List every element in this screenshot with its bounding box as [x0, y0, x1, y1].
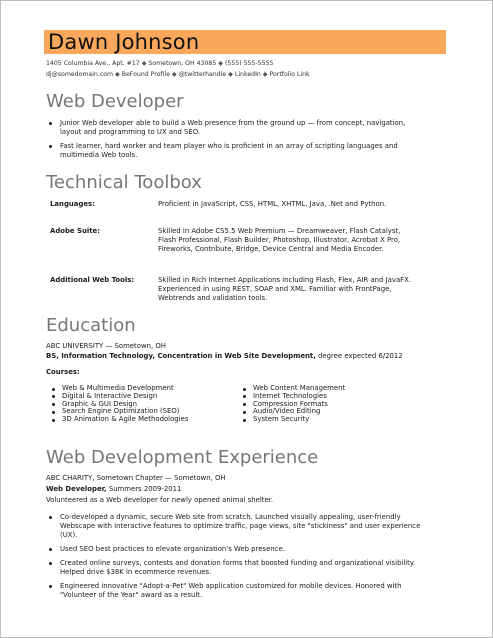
course-item: Audio/Video Editing	[241, 408, 441, 416]
experience-dates: Summers 2009-2011	[106, 485, 182, 493]
separator-icon: ◆	[262, 71, 268, 78]
separator-icon: ◆	[218, 60, 224, 67]
experience-role: Web Developer,	[46, 485, 107, 493]
course-item: Search Engine Optimization (SEO)	[50, 408, 240, 416]
toolbox-label: Adobe Suite:	[50, 227, 100, 235]
experience-intro: Volunteered as a Web developer for newly opened animal shelter.	[46, 496, 274, 504]
summary-item: Junior Web developer able to build a Web presence from the ground up — from concept, navigation, layout and programming to UX and SEO.	[46, 119, 426, 137]
linkedin-link[interactable]: LinkedIn	[234, 71, 261, 78]
phone: (555) 555-5555	[224, 60, 274, 67]
toolbox-label: Languages:	[50, 200, 95, 208]
section-title-education: Education	[46, 315, 136, 336]
experience-bullets	[46, 513, 436, 605]
profile-link[interactable]: BeFound Profile	[121, 71, 170, 78]
course-item: Web Content Management	[241, 385, 441, 393]
experience-org: ABC CHARITY, Sometown Chapter — Sometown, OH	[46, 474, 226, 482]
toolbox-label: Additional Web Tools:	[50, 276, 135, 284]
summary-list	[46, 119, 426, 165]
address: 1405 Columbia Ave., Apt. #17	[46, 60, 140, 67]
course-item: Compression Formats	[241, 401, 441, 409]
toolbox-value: Skilled in Rich Internet Applications including Flash, Flex, AIR and JavaFX. Experienced in using REST, SOAP and XML. Familiar with FrontPage, Webtrends and validation tools.	[158, 276, 412, 302]
separator-icon: ◆	[115, 71, 120, 78]
course-item: Digital & Interactive Design	[50, 393, 240, 401]
contact-line-links	[46, 71, 310, 78]
courses-label	[46, 368, 80, 377]
course-item: Web & Multimedia Development	[50, 385, 240, 393]
courses-list-left	[50, 385, 240, 424]
experience-item: Co-developed a dynamic, secure Web site from scratch. Launched visually appealing, user-friendly Webscape with interactive features to optimize traffic, page views, site "stickiness" and user experience (UX).	[46, 513, 436, 540]
degree: BS, Information Technology, Concentration in Web Site Development,	[46, 352, 316, 360]
experience-role-line	[46, 485, 181, 494]
twitter-link[interactable]: @twitterhandle	[178, 71, 227, 78]
course-item: System Security	[241, 416, 441, 424]
courses-list-right	[241, 385, 441, 424]
experience-item: Engineered innovative "Adopt-a-Pet" Web application customized for mobile devices. Honored with "Volunteer of the Year" award as a result.	[46, 582, 436, 600]
separator-icon: ◆	[141, 60, 147, 67]
degree-line	[46, 352, 403, 361]
experience-item: Used SEO best practices to elevate organization's Web presence.	[46, 545, 436, 554]
section-title-toolbox: Technical Toolbox	[46, 172, 202, 193]
course-item: 3D Animation & Agile Methodologies	[50, 416, 240, 424]
courses-label-text: Courses:	[46, 368, 80, 376]
toolbox-value: Skilled in Adobe CS5.5 Web Premium — Dreamweaver, Flash Catalyst, Flash Professional, Flash Builder, Photoshop, Illustrator, Acrobat X Pro, Fireworks, Contribute, Bridge, Device Central and Media Encoder.	[158, 227, 401, 253]
city: Sometown, OH 43085	[148, 60, 217, 67]
course-item: Internet Technologies	[241, 393, 441, 401]
degree-expected: degree expected 6/2012	[315, 352, 403, 360]
email-link[interactable]: dj@somedomain.com	[46, 71, 114, 78]
section-title-profile: Web Developer	[46, 91, 184, 112]
school-name: ABC UNIVERSITY — Sometown, OH	[46, 342, 166, 350]
separator-icon: ◆	[171, 71, 177, 78]
course-item: Graphic & GUI Design	[50, 401, 240, 409]
experience-item: Created online surveys, contests and donation forms that boosted funding and organizational visibility. Helped drive $38K in ecommerce revenues.	[46, 559, 436, 577]
section-title-experience: Web Development Experience	[46, 447, 319, 468]
summary-item: Fast learner, hard worker and team player who is proficient in an array of scripting languages and multimedia Web tools.	[46, 142, 426, 160]
toolbox-value: Proficient in JavaScript, CSS, HTML, XHTML, Java, .Net and Python.	[158, 200, 387, 208]
candidate-name: Dawn Johnson	[48, 30, 200, 54]
contact-line-address	[46, 60, 273, 67]
portfolio-link[interactable]: Portfolio Link	[269, 71, 310, 78]
separator-icon: ◆	[228, 71, 233, 78]
